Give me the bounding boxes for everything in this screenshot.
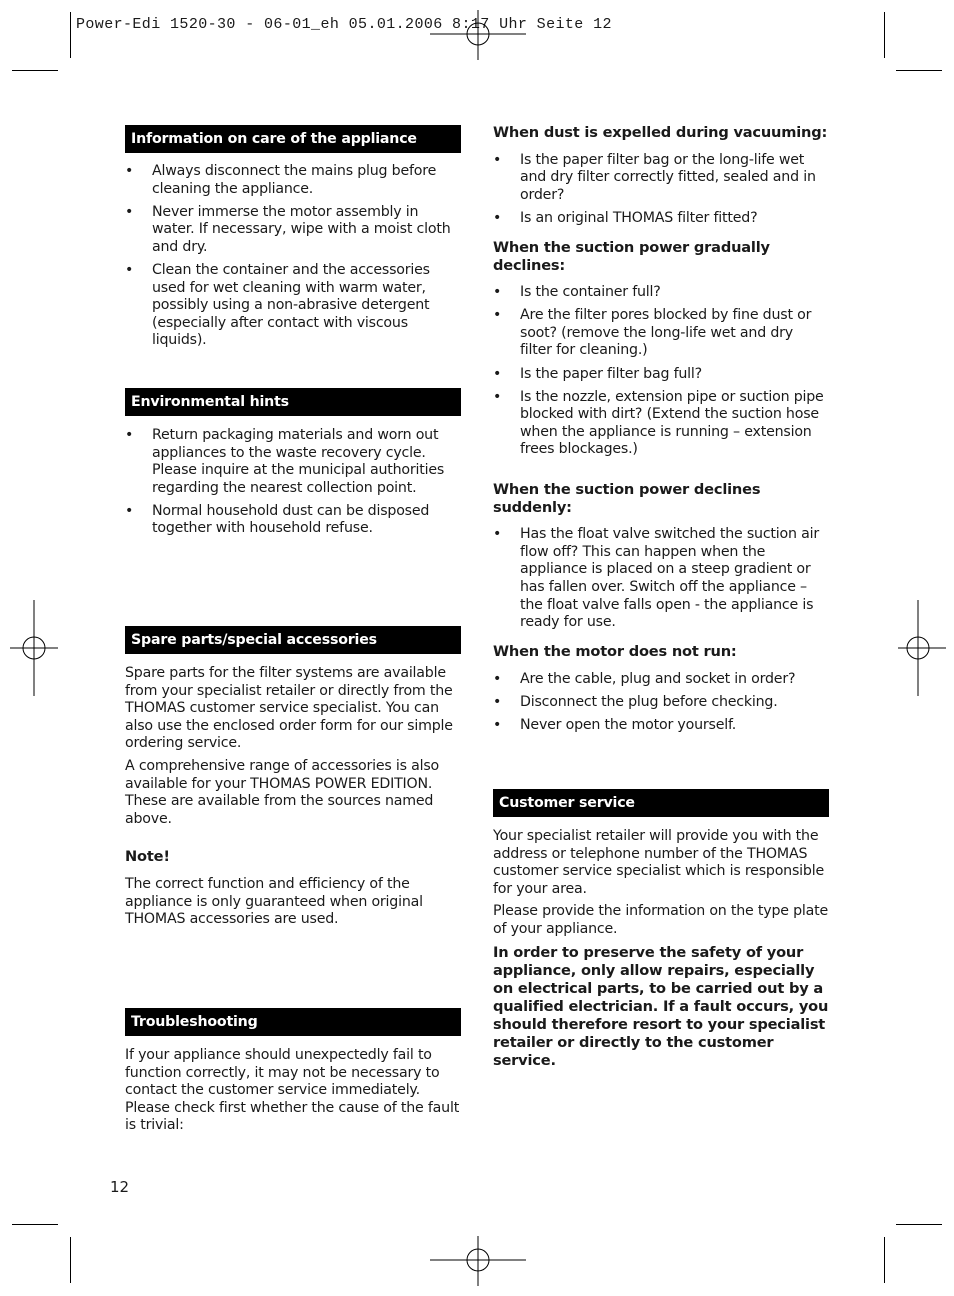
sudden-list xyxy=(493,526,829,632)
motor-list xyxy=(493,671,829,735)
section-heading: Troubleshooting xyxy=(125,1008,461,1036)
paragraph: If your appliance should unexpectedly fail to function correctly, it may not be necessary to contact the customer service immediately. Please check first whether the cause of the fault is trivial: xyxy=(125,1047,460,1134)
safety-warning: In order to preserve the safety of your appliance, only allow repairs, especially on electrical parts, to be carried out by a qualified electrician. If a fault occurs, you should therefore resort to your specialist retailer or directly to the customer service. xyxy=(493,943,829,1069)
dust-expelled-section xyxy=(493,124,829,233)
gradual-list xyxy=(493,284,829,459)
environment-list xyxy=(125,427,461,538)
crop-mark xyxy=(12,70,58,71)
list-item: • Are the filter pores blocked by fine dust or soot? (remove the long-life wet and dry filter for cleaning.) xyxy=(493,307,829,360)
list-item: • Is the nozzle, extension pipe or suction pipe blocked with dirt? (Extend the suction hose when the appliance is running – extension frees blockages.) xyxy=(493,389,829,459)
subheading: When the motor does not run: xyxy=(493,643,737,660)
list-item: • Has the float valve switched the suction air flow off? This can happen when the appliance is placed on a steep gradient or has fallen over. Switch off the appliance – the float valve falls open - the appliance is ready for use. xyxy=(493,526,829,632)
list-item: • Is an original THOMAS filter fitted? xyxy=(493,210,829,228)
page-number: 12 xyxy=(110,1178,130,1196)
list-item: • Are the cable, plug and socket in order? xyxy=(493,671,829,689)
paragraph: Please provide the information on the type plate of your appliance. xyxy=(493,903,829,937)
crop-mark xyxy=(884,1237,885,1283)
list-item: • Disconnect the plug before checking. xyxy=(493,694,829,712)
crop-mark xyxy=(12,1224,58,1225)
note-text: The correct function and efficiency of the appliance is only guaranteed when original THOMAS accessories are used. xyxy=(125,875,423,928)
registration-mark-icon xyxy=(10,600,62,696)
crop-mark xyxy=(896,70,942,71)
care-list xyxy=(125,163,461,350)
troubleshooting-section xyxy=(125,1008,461,1140)
print-slug: Power-Edi 1520-30 - 06-01_eh 05.01.2006 8:17 Uhr Seite 12 xyxy=(76,16,612,33)
registration-mark-icon xyxy=(430,10,526,62)
paragraph: A comprehensive range of accessories is also available for your THOMAS POWER EDITION. These are available from the sources named above. xyxy=(125,757,440,827)
subheading: When the suction power declines suddenly: xyxy=(493,481,761,516)
crop-mark xyxy=(884,12,885,58)
list-item: • Always disconnect the mains plug before cleaning the appliance. xyxy=(125,163,461,198)
spare-parts-section xyxy=(125,626,461,934)
subheading: When dust is expelled during vacuuming: xyxy=(493,124,828,141)
motor-section xyxy=(493,643,829,740)
section-heading: Customer service xyxy=(493,789,829,817)
registration-mark-icon xyxy=(894,600,946,696)
list-item: • Clean the container and the accessories used for wet cleaning with warm water, possibly using a non-abrasive detergent (especially after contact with viscous liquids). xyxy=(125,262,461,350)
list-item: • Never open the motor yourself. xyxy=(493,717,829,735)
list-item: • Never immerse the motor assembly in water. If necessary, wipe with a moist cloth and dry. xyxy=(125,204,461,257)
crop-mark xyxy=(70,12,71,58)
care-section xyxy=(125,125,461,355)
registration-mark-icon xyxy=(430,1236,526,1288)
environment-section xyxy=(125,388,461,544)
paragraph: Your specialist retailer will provide you with the address or telephone number of the THOMAS customer service specialist which is responsible for your area. xyxy=(493,828,824,897)
list-item: • Is the container full? xyxy=(493,284,829,302)
gradual-decline-section xyxy=(493,239,829,465)
sudden-decline-section xyxy=(493,481,829,637)
section-heading: Spare parts/special accessories xyxy=(125,626,461,654)
list-item: • Normal household dust can be disposed together with household refuse. xyxy=(125,503,461,538)
paragraph: Spare parts for the filter systems are available from your specialist retailer or directly from the THOMAS customer service specialist. You can also use the enclosed order form for our simple ordering service. xyxy=(125,665,453,752)
customer-service-section xyxy=(493,789,829,1075)
dust-list xyxy=(493,152,829,228)
subheading: When the suction power gradually declines: xyxy=(493,239,770,274)
note-heading: Note! xyxy=(125,848,170,866)
list-item: • Is the paper filter bag or the long-life wet and dry filter correctly fitted, sealed and in order? xyxy=(493,152,829,205)
crop-mark xyxy=(896,1224,942,1225)
crop-mark xyxy=(70,1237,71,1283)
list-item: • Return packaging materials and worn out appliances to the waste recovery cycle. Please inquire at the municipal authorities regarding the nearest collection point. xyxy=(125,427,461,497)
list-item: • Is the paper filter bag full? xyxy=(493,366,829,384)
section-heading: Information on care of the appliance xyxy=(125,125,461,153)
section-heading: Environmental hints xyxy=(125,388,461,416)
